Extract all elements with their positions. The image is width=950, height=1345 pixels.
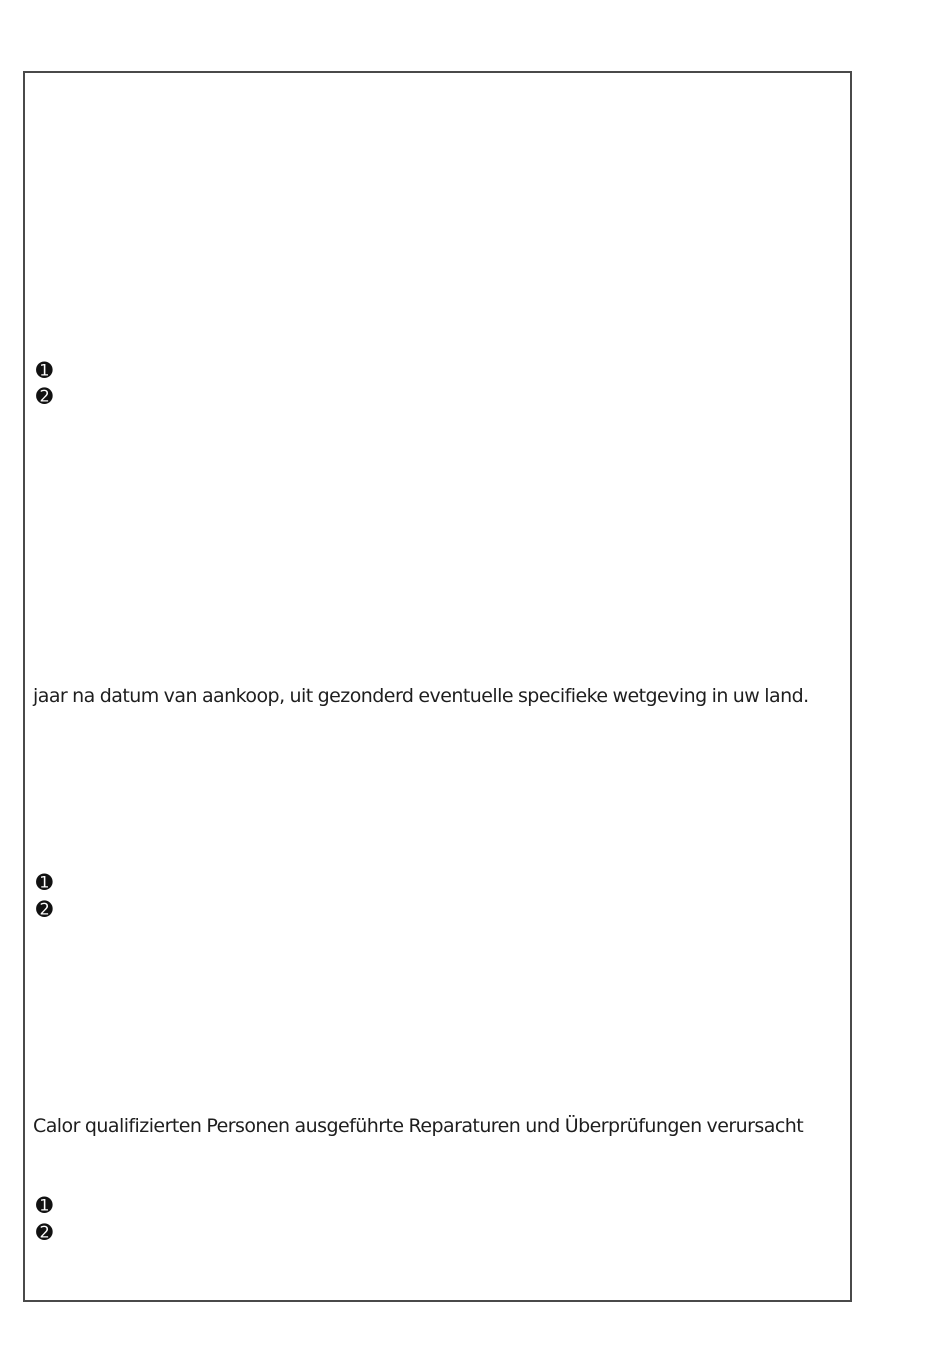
circled-number-2-icon: ➋: [36, 897, 53, 921]
circled-number-2-icon: ➋: [36, 384, 53, 408]
circled-number-1-icon: ➊: [36, 1193, 53, 1217]
circled-number-1-icon: ➊: [36, 870, 53, 894]
circled-number-1-icon: ➊: [36, 358, 53, 382]
dutch-warranty-text: jaar na datum van aankoop, uit gezonderd eventuelle specifieke wetgeving in uw land.: [33, 685, 809, 707]
circled-number-2-icon: ➋: [36, 1220, 53, 1244]
german-warranty-text: Calor qualifizierten Personen ausgeführte Reparaturen und Überprüfungen verursacht: [33, 1115, 804, 1137]
